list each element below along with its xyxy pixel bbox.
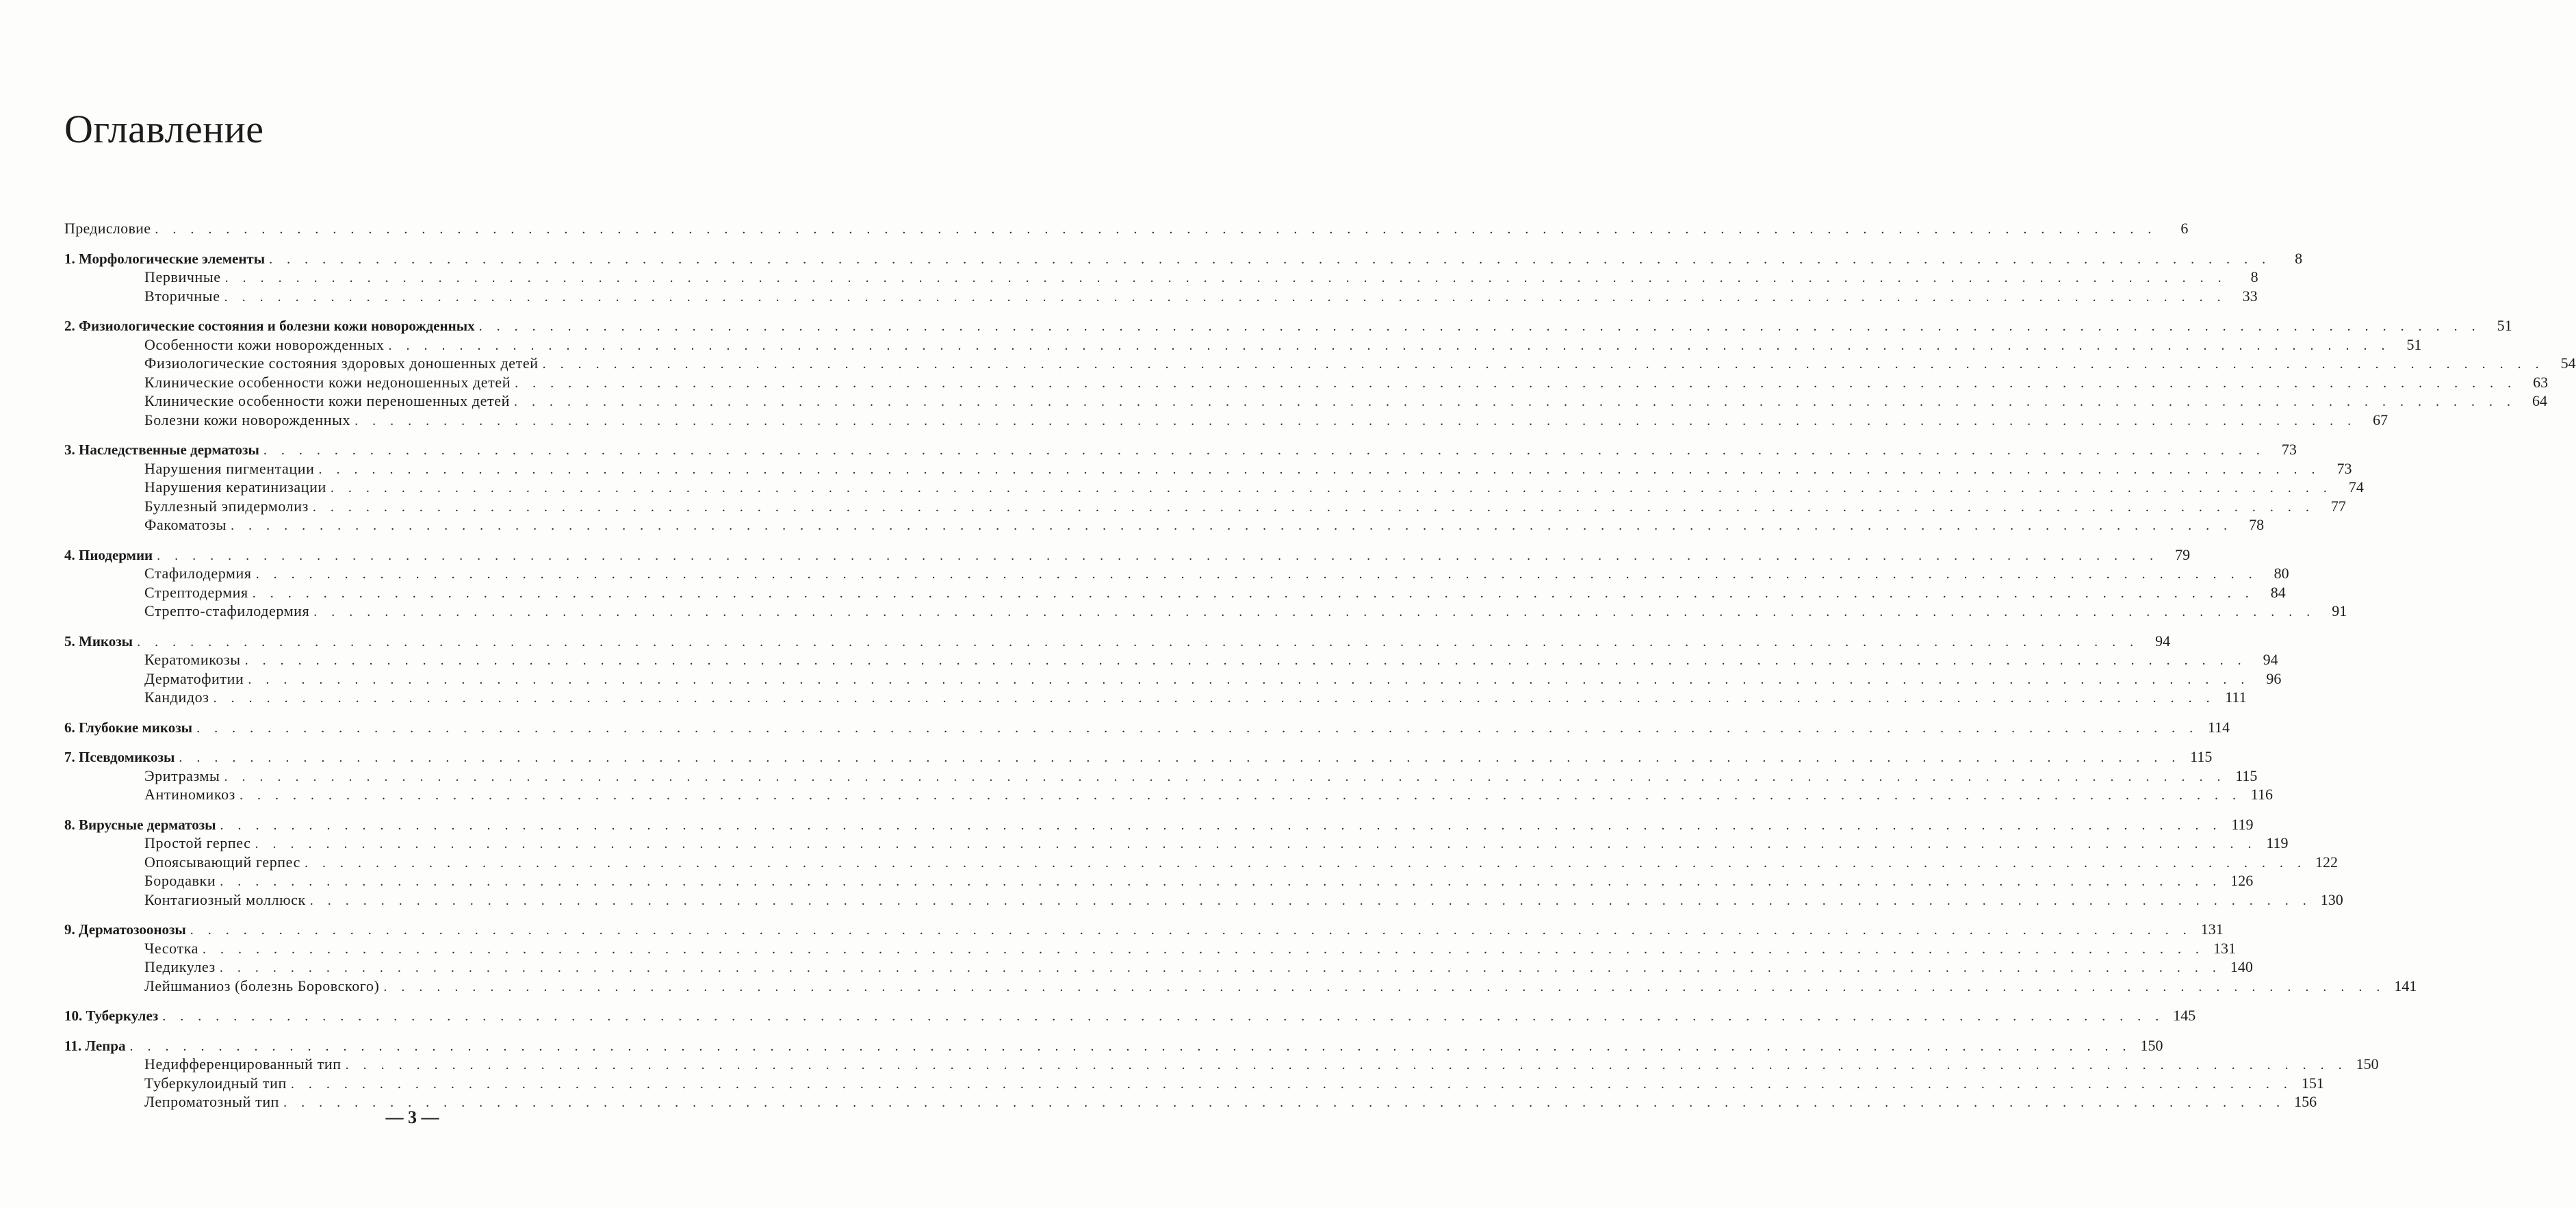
toc-entry-label: Клинические особенности кожи недоношенных детей — [144, 373, 511, 391]
toc-section — [64, 920, 2417, 995]
toc-entry-label: Стафилодермия — [144, 565, 252, 582]
toc-entry-label: Эритразмы — [144, 767, 220, 784]
toc-entry-label: Лепроматозный тип — [144, 1093, 280, 1110]
toc-entry-label: Предисловие — [64, 220, 151, 237]
toc-subentry[interactable] — [64, 459, 2352, 478]
toc-entry-label: Физиологические состояния здоровых доношенных детей — [144, 355, 539, 372]
toc-page-number: 67 — [2373, 411, 2388, 428]
toc-section — [64, 545, 2347, 621]
toc-page-number: 8 — [2250, 268, 2258, 285]
toc-entry-label: Нарушения пигментации — [144, 459, 315, 477]
toc-page-number: 79 — [2175, 545, 2191, 563]
toc-section — [64, 747, 2273, 804]
toc-entry-label: Кандидоз — [144, 689, 209, 706]
toc-entry-label: Первичные — [144, 268, 221, 285]
toc-entry-label: 6. Глубокие микозы — [64, 719, 193, 736]
toc-page-number: 111 — [2225, 689, 2247, 706]
toc-chapter-entry[interactable] — [64, 815, 2254, 834]
toc-page-number: 77 — [2330, 497, 2346, 515]
dot-leader: . . . . . . . . . . . . . . . . . . . . . . . . . . . . . . . . . . . . . . . . . . . . . . . . . . . . . . . . . . . . . . . . . . . . . . . . . . . . . . . . . . . . . . . . . . . . . . . . . . . . . . . . . . . . . . . . . — [203, 941, 2205, 957]
toc-page-number: 115 — [2235, 767, 2258, 784]
toc-section — [64, 1036, 2379, 1111]
dot-leader: . . . . . . . . . . . . . . . . . . . . . . . . . . . . . . . . . . . . . . . . . . . . . . . . . . . . . . . . . . . . . . . . . . . . . . . . . . . . . . . . . . . . . . . . . . . . . . . . . . . . . . . . . . . . . . . . . — [355, 413, 2357, 428]
toc-page-number: 156 — [2294, 1093, 2317, 1110]
toc-page-number: 74 — [2348, 478, 2364, 496]
dot-leader: . . . . . . . . . . . . . . . . . . . . . . . . . . . . . . . . . . . . . . . . . . . . . . . . . . . . . . . . . . . . . . . . . . . . . . . . . . . . . . . . . . . . . . . . . . . . . . . . . . . . . . . . . . . . . . . . . — [224, 289, 2226, 305]
toc-page-number: 94 — [2263, 651, 2278, 668]
toc-page-number: 54 — [2560, 355, 2576, 372]
dot-leader: . . . . . . . . . . . . . . . . . . . . . . . . . . . . . . . . . . . . . . . . . . . . . . . . . . . . . . . . . . . . . . . . . . . . . . . . . . . . . . . . . . . . . . . . . . . . . . . . . . . . . . . . . . . . . . . . . — [224, 270, 2227, 285]
toc-entry-label: Лейшманиоз (болезнь Боровского) — [144, 977, 380, 994]
toc-section — [64, 440, 2364, 535]
toc-section — [64, 815, 2343, 910]
toc-page-number: 145 — [2173, 1007, 2196, 1024]
dot-leader: . . . . . . . . . . . . . . . . . . . . . . . . . . . . . . . . . . . . . . . . . . . . . . . . . . . . . . . . . . . . . . . . . . . . . . . . . . . . . . . . . . . . . . . . . . . . . . . . . . . . . . . . . . . . . . . . . — [213, 691, 2215, 706]
dot-leader: . . . . . . . . . . . . . . . . . . . . . . . . . . . . . . . . . . . . . . . . . . . . . . . . . . . . . . . . . . . . . . . . . . . . . . . . . . . . . . . . . . . . . . . . . . . . . . . . . . . . . . . . . . . . . . . . . — [283, 1095, 2286, 1110]
toc-page-number: 150 — [2140, 1036, 2163, 1054]
toc-section — [64, 219, 2189, 238]
toc-entry-label: 9. Дерматозоонозы — [64, 921, 186, 938]
toc-subentry[interactable] — [64, 688, 2247, 707]
toc-page-number: 151 — [2301, 1074, 2324, 1092]
toc-subentry[interactable] — [64, 785, 2273, 804]
dot-leader: . . . . . . . . . . . . . . . . . . . . . . . . . . . . . . . . . . . . . . . . . . . . . . . . . . . . . . . . . . . . . . . . . . . . . . . . . . . . . . . . . . . . . . . . . . . . . . . . . . . . . . . . . . . . . . . . . — [129, 1038, 2132, 1054]
dot-leader: . . . . . . . . . . . . . . . . . . . . . . . . . . . . . . . . . . . . . . . . . . . . . . . . . . . . . . . . . . . . . . . . . . . . . . . . . . . . . . . . . . . . . . . . . . . . . . . . . . . . . . . . . . . . . . . . . — [155, 222, 2157, 237]
toc-entry-label: Нарушения кератинизации — [144, 478, 326, 496]
toc-chapter-entry[interactable] — [64, 747, 2213, 767]
toc-entry-label: 1. Морфологические элементы — [64, 250, 266, 267]
toc-page-number: 6 — [2180, 220, 2189, 237]
dot-leader: . . . . . . . . . . . . . . . . . . . . . . . . . . . . . . . . . . . . . . . . . . . . . . . . . . . . . . . . . . . . . . . . . . . . . . . . . . . . . . . . . . . . . . . . . . . . . . . . . . . . . . . . . . . . . . . . . — [137, 634, 2139, 650]
toc-page-number: 73 — [2281, 441, 2297, 458]
toc-section — [64, 718, 2230, 737]
toc-page-number: 51 — [2406, 335, 2422, 353]
dot-leader: . . . . . . . . . . . . . . . . . . . . . . . . . . . . . . . . . . . . . . . . . . . . . . . . . . . . . . . . . . . . . . . . . . . . . . . . . . . . . . . . . . . . . . . . . . . . . . . . . . . . . . . . . . . . . . . . . — [224, 769, 2226, 784]
toc-page-number: 51 — [2497, 317, 2512, 334]
dot-leader: . . . . . . . . . . . . . . . . . . . . . . . . . . . . . . . . . . . . . . . . . . . . . . . . . . . . . . . . . . . . . . . . . . . . . . . . . . . . . . . . . . . . . . . . . . . . . . . . . . . . . . . . . . . . . . . . . — [239, 788, 2241, 803]
dot-leader: . . . . . . . . . . . . . . . . . . . . . . . . . . . . . . . . . . . . . . . . . . . . . . . . . . . . . . . . . . . . . . . . . . . . . . . . . . . . . . . . . . . . . . . . . . . . . . . . . . . . . . . . . . . . . . . . . — [219, 960, 2221, 975]
toc-chapter-entry[interactable] — [64, 545, 2191, 565]
toc-entry-label: Педикулез — [144, 958, 216, 975]
toc-entry-label: Стрепто-стафилодермия — [144, 602, 310, 619]
toc-subentry[interactable] — [64, 497, 2346, 516]
dot-leader: . . . . . . . . . . . . . . . . . . . . . . . . . . . . . . . . . . . . . . . . . . . . . . . . . . . . . . . . . . . . . . . . . . . . . . . . . . . . . . . . . . . . . . . . . . . . . . . . . . . . . . . . . . . . . . . . . — [252, 585, 2254, 601]
dot-leader: . . . . . . . . . . . . . . . . . . . . . . . . . . . . . . . . . . . . . . . . . . . . . . . . . . . . . . . . . . . . . . . . . . . . . . . . . . . . . . . . . . . . . . . . . . . . . . . . . . . . . . . . . . . . . . . . . — [309, 892, 2312, 908]
toc-entry-label: Бородавки — [144, 872, 216, 889]
page-title: Оглавление — [64, 107, 264, 151]
toc-entry-label: 7. Псевдомикозы — [64, 749, 175, 765]
toc-entry-label: Антиномикоз — [144, 786, 235, 803]
toc-page-number: 115 — [2190, 748, 2213, 765]
toc-chapter-entry[interactable] — [64, 920, 2224, 939]
toc-page-number: 119 — [2231, 815, 2254, 833]
dot-leader: . . . . . . . . . . . . . . . . . . . . . . . . . . . . . . . . . . . . . . . . . . . . . . . . . . . . . . . . . . . . . . . . . . . . . . . . . . . . . . . . . . . . . . . . . . . . . . . . . . . . . . . . . . . . . . . . . — [388, 337, 2391, 353]
toc-entry-label: Стрептодермия — [144, 583, 248, 601]
toc-subentry[interactable] — [64, 602, 2347, 621]
toc-entry-label: Клинические особенности кожи переношенных детей — [144, 392, 510, 409]
toc-page-number: 91 — [2332, 602, 2347, 619]
toc-chapter-entry[interactable] — [64, 718, 2230, 737]
toc-page-number: 94 — [2155, 632, 2171, 650]
toc-subentry[interactable] — [64, 391, 2547, 411]
toc-subentry[interactable] — [64, 373, 2549, 392]
dot-leader: . . . . . . . . . . . . . . . . . . . . . . . . . . . . . . . . . . . . . . . . . . . . . . . . . . . . . . . . . . . . . . . . . . . . . . . . . . . . . . . . . . . . . . . . . . . . . . . . . . . . . . . . . . . . . . . . . — [478, 319, 2481, 334]
dot-leader: . . . . . . . . . . . . . . . . . . . . . . . . . . . . . . . . . . . . . . . . . . . . . . . . . . . . . . . . . . . . . . . . . . . . . . . . . . . . . . . . . . . . . . . . . . . . . . . . . . . . . . . . . . . . . . . . . — [220, 874, 2222, 889]
toc-entry-label: Кератомикозы — [144, 651, 241, 668]
toc-page-number: 150 — [2356, 1055, 2379, 1072]
toc-page-number: 122 — [2315, 853, 2338, 871]
toc-page-number: 116 — [2250, 786, 2273, 803]
dot-leader: . . . . . . . . . . . . . . . . . . . . . . . . . . . . . . . . . . . . . . . . . . . . . . . . . . . . . . . . . . . . . . . . . . . . . . . . . . . . . . . . . . . . . . . . . . . . . . . . . . . . . . . . . . . . . . . . . — [514, 394, 2516, 409]
toc-entry-label: Факоматозы — [144, 516, 227, 533]
toc-section — [64, 249, 2303, 306]
page-number-footer: — 3 — — [385, 1107, 439, 1127]
toc-entry-label: 2. Физиологические состояния и болезни кожи новорожденных — [64, 318, 475, 334]
toc-chapter-entry[interactable] — [64, 1036, 2163, 1055]
dot-leader: . . . . . . . . . . . . . . . . . . . . . . . . . . . . . . . . . . . . . . . . . . . . . . . . . . . . . . . . . . . . . . . . . . . . . . . . . . . . . . . . . . . . . . . . . . . . . . . . . . . . . . . . . . . . . . . . . — [255, 567, 2258, 582]
toc-entry-label: Туберкулоидный тип — [144, 1074, 287, 1092]
toc-page-number: 63 — [2533, 373, 2549, 391]
toc-entry-label: Контагиозный моллюск — [144, 890, 306, 908]
dot-leader: . . . . . . . . . . . . . . . . . . . . . . . . . . . . . . . . . . . . . . . . . . . . . . . . . . . . . . . . . . . . . . . . . . . . . . . . . . . . . . . . . . . . . . . . . . . . . . . . . . . . . . . . . . . . . . . . . — [190, 923, 2192, 938]
toc-entry-label: 10. Туберкулез — [64, 1007, 159, 1024]
toc-entry-label: Буллезный эпидермолиз — [144, 497, 309, 515]
toc-chapter-entry[interactable] — [64, 316, 2512, 335]
dot-leader: . . . . . . . . . . . . . . . . . . . . . . . . . . . . . . . . . . . . . . . . . . . . . . . . . . . . . . . . . . . . . . . . . . . . . . . . . . . . . . . . . . . . . . . . . . . . . . . . . . . . . . . . . . . . . . . . . — [269, 251, 2271, 267]
dot-leader: . . . . . . . . . . . . . . . . . . . . . . . . . . . . . . . . . . . . . . . . . . . . . . . . . . . . . . . . . . . . . . . . . . . . . . . . . . . . . . . . . . . . . . . . . . . . . . . . . . . . . . . . . . . . . . . . . — [304, 855, 2306, 871]
toc-page-number: 130 — [2320, 890, 2343, 908]
toc-chapter-entry[interactable] — [64, 440, 2297, 459]
toc-chapter-entry[interactable] — [64, 1006, 2196, 1025]
toc-subentry[interactable] — [64, 853, 2338, 872]
dot-leader: . . . . . . . . . . . . . . . . . . . . . . . . . . . . . . . . . . . . . . . . . . . . . . . . . . . . . . . . . . . . . . . . . . . . . . . . . . . . . . . . . . . . . . . . . . . . . . . . . . . . . . . . . . . . . . . . . — [515, 375, 2517, 391]
toc-page-number: 126 — [2230, 872, 2254, 889]
toc-page-number: 96 — [2266, 669, 2282, 687]
toc-page-number: 64 — [2532, 392, 2547, 409]
toc-entry-label: 8. Вирусные дерматозы — [64, 816, 216, 833]
dot-leader: . . . . . . . . . . . . . . . . . . . . . . . . . . . . . . . . . . . . . . . . . . . . . . . . . . . . . . . . . . . . . . . . . . . . . . . . . . . . . . . . . . . . . . . . . . . . . . . . . . . . . . . . . . . . . . . . . — [255, 836, 2257, 851]
dot-leader: . . . . . . . . . . . . . . . . . . . . . . . . . . . . . . . . . . . . . . . . . . . . . . . . . . . . . . . . . . . . . . . . . . . . . . . . . . . . . . . . . . . . . . . . . . . . . . . . . . . . . . . . . . . . . . . . . — [231, 518, 2233, 533]
toc-page-number: 131 — [2200, 921, 2224, 938]
toc-subentry[interactable] — [64, 834, 2289, 853]
toc-subentry[interactable] — [64, 564, 2289, 583]
toc-subentry[interactable] — [64, 411, 2388, 430]
toc-subentry[interactable] — [64, 890, 2343, 910]
toc-subentry[interactable] — [64, 583, 2286, 602]
toc-subentry[interactable] — [64, 939, 2237, 958]
toc-entry-label: Простой герпес — [144, 834, 251, 851]
toc-subentry[interactable] — [64, 767, 2258, 786]
toc-entry-label: 11. Лепра — [64, 1037, 126, 1054]
dot-leader: . . . . . . . . . . . . . . . . . . . . . . . . . . . . . . . . . . . . . . . . . . . . . . . . . . . . . . . . . . . . . . . . . . . . . . . . . . . . . . . . . . . . . . . . . . . . . . . . . . . . . . . . . . . . . . . . . — [220, 817, 2222, 833]
toc-subentry[interactable] — [64, 335, 2422, 355]
dot-leader: . . . . . . . . . . . . . . . . . . . . . . . . . . . . . . . . . . . . . . . . . . . . . . . . . . . . . . . . . . . . . . . . . . . . . . . . . . . . . . . . . . . . . . . . . . . . . . . . . . . . . . . . . . . . . . . . . — [179, 750, 2181, 765]
dot-leader: . . . . . . . . . . . . . . . . . . . . . . . . . . . . . . . . . . . . . . . . . . . . . . . . . . . . . . . . . . . . . . . . . . . . . . . . . . . . . . . . . . . . . . . . . . . . . . . . . . . . . . . . . . . . . . . . . — [290, 1076, 2293, 1092]
toc-subentry[interactable] — [64, 669, 2282, 689]
toc-subentry[interactable] — [64, 354, 2576, 373]
toc-page-number: 80 — [2274, 565, 2289, 582]
toc-entry-label: Вторичные — [144, 287, 220, 305]
toc-entry-label: Дерматофитии — [144, 669, 244, 687]
dot-leader: . . . . . . . . . . . . . . . . . . . . . . . . . . . . . . . . . . . . . . . . . . . . . . . . . . . . . . . . . . . . . . . . . . . . . . . . . . . . . . . . . . . . . . . . . . . . . . . . . . . . . . . . . . . . . . . . . — [313, 604, 2316, 619]
dot-leader: . . . . . . . . . . . . . . . . . . . . . . . . . . . . . . . . . . . . . . . . . . . . . . . . . . . . . . . . . . . . . . . . . . . . . . . . . . . . . . . . . . . . . . . . . . . . . . . . . . . . . . . . . . . . . . . . . — [345, 1057, 2347, 1072]
toc-chapter-entry[interactable] — [64, 249, 2303, 268]
dot-leader: . . . . . . . . . . . . . . . . . . . . . . . . . . . . . . . . . . . . . . . . . . . . . . . . . . . . . . . . . . . . . . . . . . . . . . . . . . . . . . . . . . . . . . . . . . . . . . . . . . . . . . . . . . . . . . . . . — [542, 357, 2545, 372]
toc-page-number: 119 — [2266, 834, 2289, 851]
dot-leader: . . . . . . . . . . . . . . . . . . . . . . . . . . . . . . . . . . . . . . . . . . . . . . . . . . . . . . . . . . . . . . . . . . . . . . . . . . . . . . . . . . . . . . . . . . . . . . . . . . . . . . . . . . . . . . . . . — [263, 443, 2265, 458]
dot-leader: . . . . . . . . . . . . . . . . . . . . . . . . . . . . . . . . . . . . . . . . . . . . . . . . . . . . . . . . . . . . . . . . . . . . . . . . . . . . . . . . . . . . . . . . . . . . . . . . . . . . . . . . . . . . . . . . . — [330, 480, 2332, 496]
dot-leader: . . . . . . . . . . . . . . . . . . . . . . . . . . . . . . . . . . . . . . . . . . . . . . . . . . . . . . . . . . . . . . . . . . . . . . . . . . . . . . . . . . . . . . . . . . . . . . . . . . . . . . . . . . . . . . . . . — [383, 979, 2386, 994]
toc-page-number: 141 — [2394, 977, 2417, 994]
toc-subentry[interactable] — [64, 478, 2364, 497]
dot-leader: . . . . . . . . . . . . . . . . . . . . . . . . . . . . . . . . . . . . . . . . . . . . . . . . . . . . . . . . . . . . . . . . . . . . . . . . . . . . . . . . . . . . . . . . . . . . . . . . . . . . . . . . . . . . . . . . . — [248, 671, 2250, 687]
toc-page-number: 73 — [2336, 459, 2352, 477]
toc-subentry[interactable] — [64, 977, 2417, 996]
toc-subentry[interactable] — [64, 650, 2278, 669]
toc-entry-label: 5. Микозы — [64, 632, 133, 650]
toc-page-number: 114 — [2207, 718, 2230, 736]
toc-entry-label: Опоясывающий герпес — [144, 853, 300, 871]
toc-page-number: 78 — [2249, 516, 2265, 533]
toc-page-number: 131 — [2213, 939, 2237, 957]
toc-subentry[interactable] — [64, 1074, 2324, 1093]
toc-section — [64, 632, 2282, 707]
toc-section — [64, 316, 2576, 429]
toc-subentry[interactable] — [64, 287, 2258, 306]
dot-leader: . . . . . . . . . . . . . . . . . . . . . . . . . . . . . . . . . . . . . . . . . . . . . . . . . . . . . . . . . . . . . . . . . . . . . . . . . . . . . . . . . . . . . . . . . . . . . . . . . . . . . . . . . . . . . . . . . — [162, 1009, 2165, 1024]
toc-subentry[interactable] — [64, 1055, 2379, 1074]
dot-leader: . . . . . . . . . . . . . . . . . . . . . . . . . . . . . . . . . . . . . . . . . . . . . . . . . . . . . . . . . . . . . . . . . . . . . . . . . . . . . . . . . . . . . . . . . . . . . . . . . . . . . . . . . . . . . . . . . — [312, 499, 2315, 515]
toc-subentry[interactable] — [64, 871, 2254, 890]
toc-entry-label: 4. Пиодермии — [64, 546, 153, 563]
toc-section — [64, 1006, 2196, 1025]
toc-page-number: 33 — [2242, 287, 2258, 305]
toc-entry-label: Недифференцированный тип — [144, 1055, 342, 1072]
dot-leader: . . . . . . . . . . . . . . . . . . . . . . . . . . . . . . . . . . . . . . . . . . . . . . . . . . . . . . . . . . . . . . . . . . . . . . . . . . . . . . . . . . . . . . . . . . . . . . . . . . . . . . . . . . . . . . . . . — [196, 720, 2199, 736]
dot-leader: . . . . . . . . . . . . . . . . . . . . . . . . . . . . . . . . . . . . . . . . . . . . . . . . . . . . . . . . . . . . . . . . . . . . . . . . . . . . . . . . . . . . . . . . . . . . . . . . . . . . . . . . . . . . . . . . . — [244, 653, 2247, 668]
dot-leader: . . . . . . . . . . . . . . . . . . . . . . . . . . . . . . . . . . . . . . . . . . . . . . . . . . . . . . . . . . . . . . . . . . . . . . . . . . . . . . . . . . . . . . . . . . . . . . . . . . . . . . . . . . . . . . . . . — [318, 461, 2321, 477]
toc-entry-label: Болезни кожи новорожденных — [144, 411, 351, 428]
toc-page-number: 140 — [2230, 958, 2253, 975]
toc-entry-label: Особенности кожи новорожденных — [144, 335, 385, 353]
toc-entry[interactable] — [64, 219, 2189, 238]
toc-subentry[interactable] — [64, 958, 2253, 977]
toc-entry-label: Чесотка — [144, 939, 199, 957]
dot-leader: . . . . . . . . . . . . . . . . . . . . . . . . . . . . . . . . . . . . . . . . . . . . . . . . . . . . . . . . . . . . . . . . . . . . . . . . . . . . . . . . . . . . . . . . . . . . . . . . . . . . . . . . . . . . . . . . . — [157, 548, 2159, 563]
toc-page-number: 8 — [2295, 249, 2303, 267]
toc-chapter-entry[interactable] — [64, 632, 2171, 651]
toc-entry-label: 3. Наследственные дерматозы — [64, 441, 259, 458]
toc-page-number: 84 — [2270, 583, 2286, 601]
toc-subentry[interactable] — [64, 268, 2258, 287]
toc-subentry[interactable] — [64, 515, 2265, 535]
table-of-contents — [64, 219, 2576, 1122]
